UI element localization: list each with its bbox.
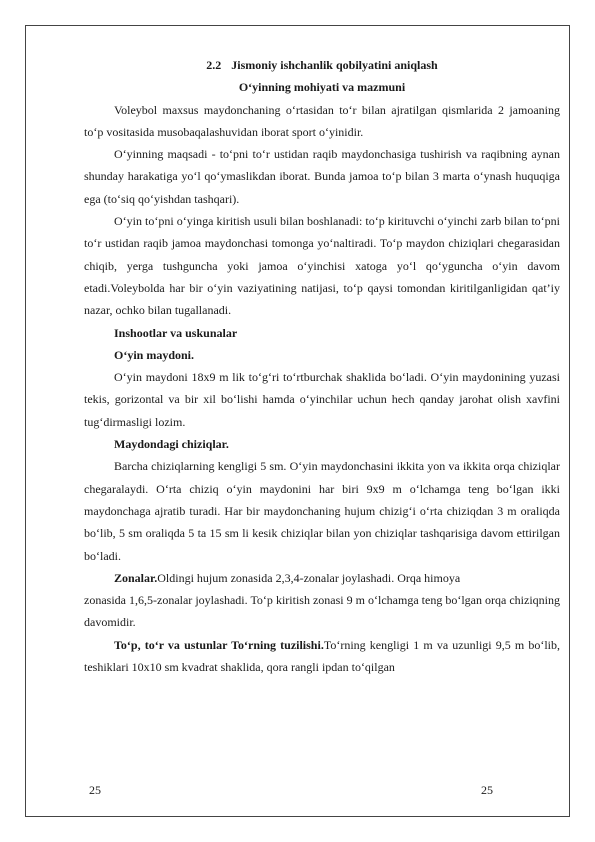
zones-text-line1: Oldingi hujum zonasida 2,3,4-zonalar joylashadi. Orqa himoya: [157, 570, 461, 585]
paragraph-lines: Barcha chiziqlarning kengligi 5 sm. O‘yin maydonchasini ikkita yon va ikkita orqa chiziqlar chegaralaydi. O‘rta chiziq o‘yin maydonini har biri 9x9 m o‘lchamga teng bo‘lgan ikki maydonchaga ajratib turadi. Har bir maydonchaning hujum chizig‘i o‘rta chiziqdan 3 m oraliqda bo‘lib, 5 sm oraliqda 5 ta 15 sm li kesik chiziqlar bilan yon chiziqlar tashqarisiga davom ettirilgan bo‘ladi.: [84, 459, 560, 563]
paragraph-zones-line1: [84, 567, 560, 589]
document-body: [84, 54, 560, 678]
section-title: Jismoniy ishchanlik qobilyatini aniqlash: [231, 58, 438, 72]
section-subtitle: O‘yinning mohiyati va mazmuni: [238, 80, 406, 95]
page-number-left: 25: [89, 783, 101, 797]
page-number-right: 25: [481, 783, 493, 797]
zones-label: Zonalar.: [114, 570, 158, 585]
section-number: 2.2: [206, 58, 222, 72]
section-heading: [84, 54, 560, 76]
net-label: To‘p, to‘r va ustunlar To‘rning tuzilishi.: [114, 637, 324, 652]
heading-lines: Maydondagi chiziqlar.: [114, 437, 229, 452]
net-text: To‘rning kengligi 1 m va uzunligi 9,5 m bo‘lib, teshiklari 10x10 sm kvadrat shaklida, qora rangli ipdan to‘qilgan: [84, 637, 560, 675]
paragraph-definition: Voleybol maxsus maydonchaning o‘rtasidan to‘r bilan ajratilgan qismlarida 2 jamoaning to‘p vositasida musobaqalashuvidan iborat sport o‘yinidir.: [84, 102, 560, 139]
heading-field: O‘yin maydoni.: [114, 347, 195, 362]
paragraph-game-start: O‘yin to‘pni o‘yinga kiritish usuli bilan boshlanadi: to‘p kirituvchi o‘yinchi zarb bilan to‘pni to‘r ustidan raqib jamoa maydonchasi tomonga yo‘naltiradi. To‘p maydon chiziqlari chegarasidan chiqib, yerga tushguncha yoki jamoa o‘yinchisi xatoga yo‘l qo‘yguncha o‘yin davom etadi.Voleybolda har bir o‘yin vaziyatining natijasi, to‘p qaysi tomondan kiritilganligidan qat’iy nazar, ochko bilan tugallanadi.: [84, 214, 560, 318]
paragraph-goal: O‘yinning maqsadi - to‘pni to‘r ustidan raqib maydonchasiga tushirish va raqibning aynan shunday harakatiga yo‘l qo‘ymaslikdan iborat. Bunda jamoa to‘p bilan 3 marta o‘ynash huquqiga ega (to‘siq qo‘yishdan tashqari).: [84, 147, 560, 206]
paragraph-net: [84, 634, 560, 679]
heading-inventory: Inshootlar va uskunalar: [114, 325, 238, 340]
paragraph-zones-line2: zonasida 1,6,5-zonalar joylashadi. To‘p kiritish zonasi 9 m o‘lchamga teng bo‘lgan orqa chiziqning davomidir.: [84, 593, 560, 630]
paragraph-field: O‘yin maydoni 18x9 m lik to‘g‘ri to‘rtburchak shaklida bo‘ladi. O‘yin maydonining yuzasi tekis, gorizontal va bir xil bo‘lishi hamda o‘yinchilar uchun hech qanday jarohat olish xavfini tug‘dirmasligi lozim.: [84, 370, 560, 429]
